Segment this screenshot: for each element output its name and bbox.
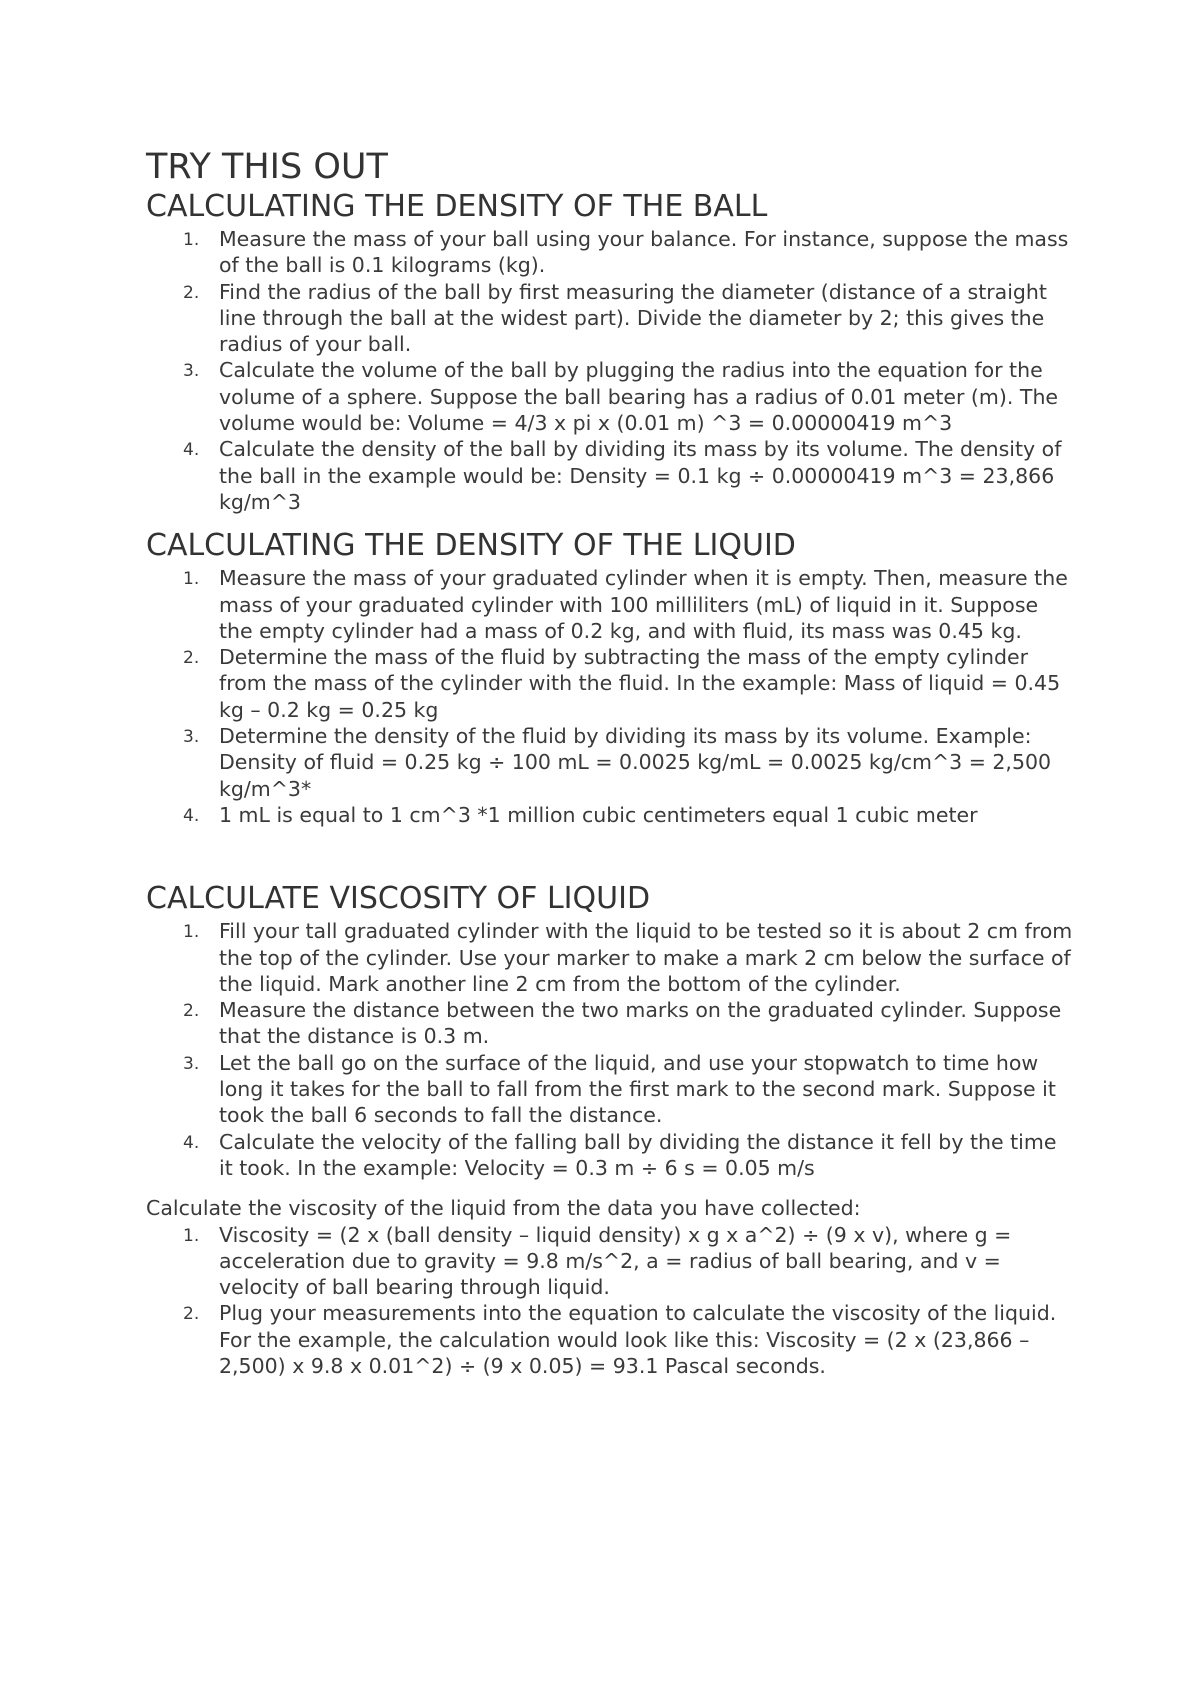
list-number: 1. bbox=[183, 1225, 200, 1246]
list-number: 2. bbox=[183, 1304, 200, 1325]
list-item bbox=[146, 1300, 1076, 1379]
list-item bbox=[146, 1050, 1076, 1129]
list-item-text: Measure the mass of your ball using your balance. For instance, suppose the mass of the ball is 0.1 kilograms (kg). bbox=[219, 227, 1069, 278]
list-item bbox=[146, 357, 1076, 436]
list-item-text: Viscosity = (2 x (ball density – liquid density) x g x a^2) ÷ (9 x v), where g = acceleration due to gravity = 9.8 m/s^2, a = radius of ball bearing, and v = velocity of ball bearing through liquid. bbox=[219, 1222, 1012, 1300]
steps-list bbox=[146, 226, 1076, 515]
list-number: 3. bbox=[183, 727, 200, 748]
viscosity-intro: Calculate the viscosity of the liquid from the data you have collected: bbox=[146, 1196, 861, 1221]
list-item-text: 1 mL is equal to 1 cm^3 *1 million cubic centimeters equal 1 cubic meter bbox=[219, 802, 978, 827]
list-number: 2. bbox=[183, 282, 200, 303]
list-item bbox=[146, 802, 1076, 828]
section-heading: CALCULATE VISCOSITY OF LIQUID bbox=[146, 881, 651, 917]
document-page bbox=[146, 146, 1076, 1379]
list-item bbox=[146, 279, 1076, 358]
list-item bbox=[146, 918, 1076, 997]
list-number: 4. bbox=[183, 1132, 200, 1153]
list-item-text: Calculate the velocity of the falling ball by dividing the distance it fell by the time it took. In the example: Velocity = 0.3 m ÷ 6 s = 0.05 m/s bbox=[219, 1129, 1057, 1180]
list-number: 4. bbox=[183, 805, 200, 826]
list-number: 3. bbox=[183, 1053, 200, 1074]
list-item bbox=[146, 1222, 1076, 1301]
steps-list bbox=[146, 565, 1076, 828]
spacer bbox=[146, 1181, 1076, 1195]
list-item-text: Plug your measurements into the equation to calculate the viscosity of the liquid. For the example, the calculation would look like this: Viscosity = (2 x (23,866 – 2,500) x 9.8 x 0.01^2) ÷ (9 x 0.05) = 93.1 Pascal seconds. bbox=[219, 1301, 1057, 1378]
spacer bbox=[146, 515, 1076, 527]
list-item-text: Let the ball go on the surface of the liquid, and use your stopwatch to time how long it takes for the ball to fall from the first mark to the second mark. Suppose it took the ball 6 seconds to fall the distance. bbox=[219, 1050, 1056, 1128]
list-number: 2. bbox=[183, 1001, 200, 1022]
section-liquid-density bbox=[146, 527, 1076, 828]
list-item bbox=[146, 1129, 1076, 1182]
list-item-text: Fill your tall graduated cylinder with the liquid to be tested so it is about 2 cm from the top of the cylinder. Use your marker to make a mark 2 cm below the surface of the liquid. Mark another line 2 cm from the bottom of the cylinder. bbox=[219, 919, 1073, 996]
list-number: 1. bbox=[183, 922, 200, 943]
list-item-text: Calculate the density of the ball by dividing its mass by its volume. The density of the ball in the example would be: Density = 0.1 kg ÷ 0.00000419 m^3 = 23,866 kg/m^3 bbox=[219, 437, 1062, 514]
document-title: TRY THIS OUT bbox=[146, 147, 388, 187]
list-item bbox=[146, 565, 1076, 644]
list-item bbox=[146, 723, 1076, 802]
list-item bbox=[146, 997, 1076, 1050]
steps-list bbox=[146, 918, 1076, 1181]
list-number: 3. bbox=[183, 361, 200, 382]
list-item-text: Measure the distance between the two marks on the graduated cylinder. Suppose that the distance is 0.3 m. bbox=[219, 998, 1062, 1049]
list-number: 1. bbox=[183, 569, 200, 590]
list-item bbox=[146, 436, 1076, 515]
list-item-text: Calculate the volume of the ball by plugging the radius into the equation for the volume of a sphere. Suppose the ball bearing has a radius of 0.01 meter (m). The volume would be: Volume = 4/3 x pi x (0.01 m) ^3 = 0.00000419 m^3 bbox=[219, 358, 1059, 436]
section-heading: CALCULATING THE DENSITY OF THE BALL bbox=[146, 189, 768, 224]
list-item-text: Determine the density of the fluid by dividing its mass by its volume. Example: Density of fluid = 0.25 kg ÷ 100 mL = 0.0025 kg/mL = 0.0025 kg/cm^3 = 2,500 kg/m^3* bbox=[219, 724, 1052, 801]
list-number: 1. bbox=[183, 230, 200, 250]
list-item-text: Determine the mass of the fluid by subtracting the mass of the empty cylinder from the mass of the cylinder with the fluid. In the example: Mass of liquid = 0.45 kg – 0.2 kg = 0.25 kg bbox=[219, 645, 1061, 722]
list-item-text: Measure the mass of your graduated cylinder when it is empty. Then, measure the mass of your graduated cylinder with 100 milliliters (mL) of liquid in it. Suppose the empty cylinder had a mass of 0.2 kg, and with fluid, its mass was 0.45 kg. bbox=[219, 566, 1068, 643]
spacer bbox=[146, 828, 1076, 880]
section-viscosity bbox=[146, 880, 1076, 1379]
section-ball-density bbox=[146, 188, 1076, 515]
list-number: 2. bbox=[183, 648, 200, 669]
list-item bbox=[146, 226, 1076, 279]
final-steps-list bbox=[146, 1222, 1076, 1380]
list-item bbox=[146, 644, 1076, 723]
section-heading: CALCULATING THE DENSITY OF THE LIQUID bbox=[146, 528, 796, 564]
list-number: 4. bbox=[183, 440, 200, 461]
list-item-text: Find the radius of the ball by first measuring the diameter (distance of a straight line through the ball at the widest part). Divide the diameter by 2; this gives the radius of your ball. bbox=[219, 279, 1047, 357]
